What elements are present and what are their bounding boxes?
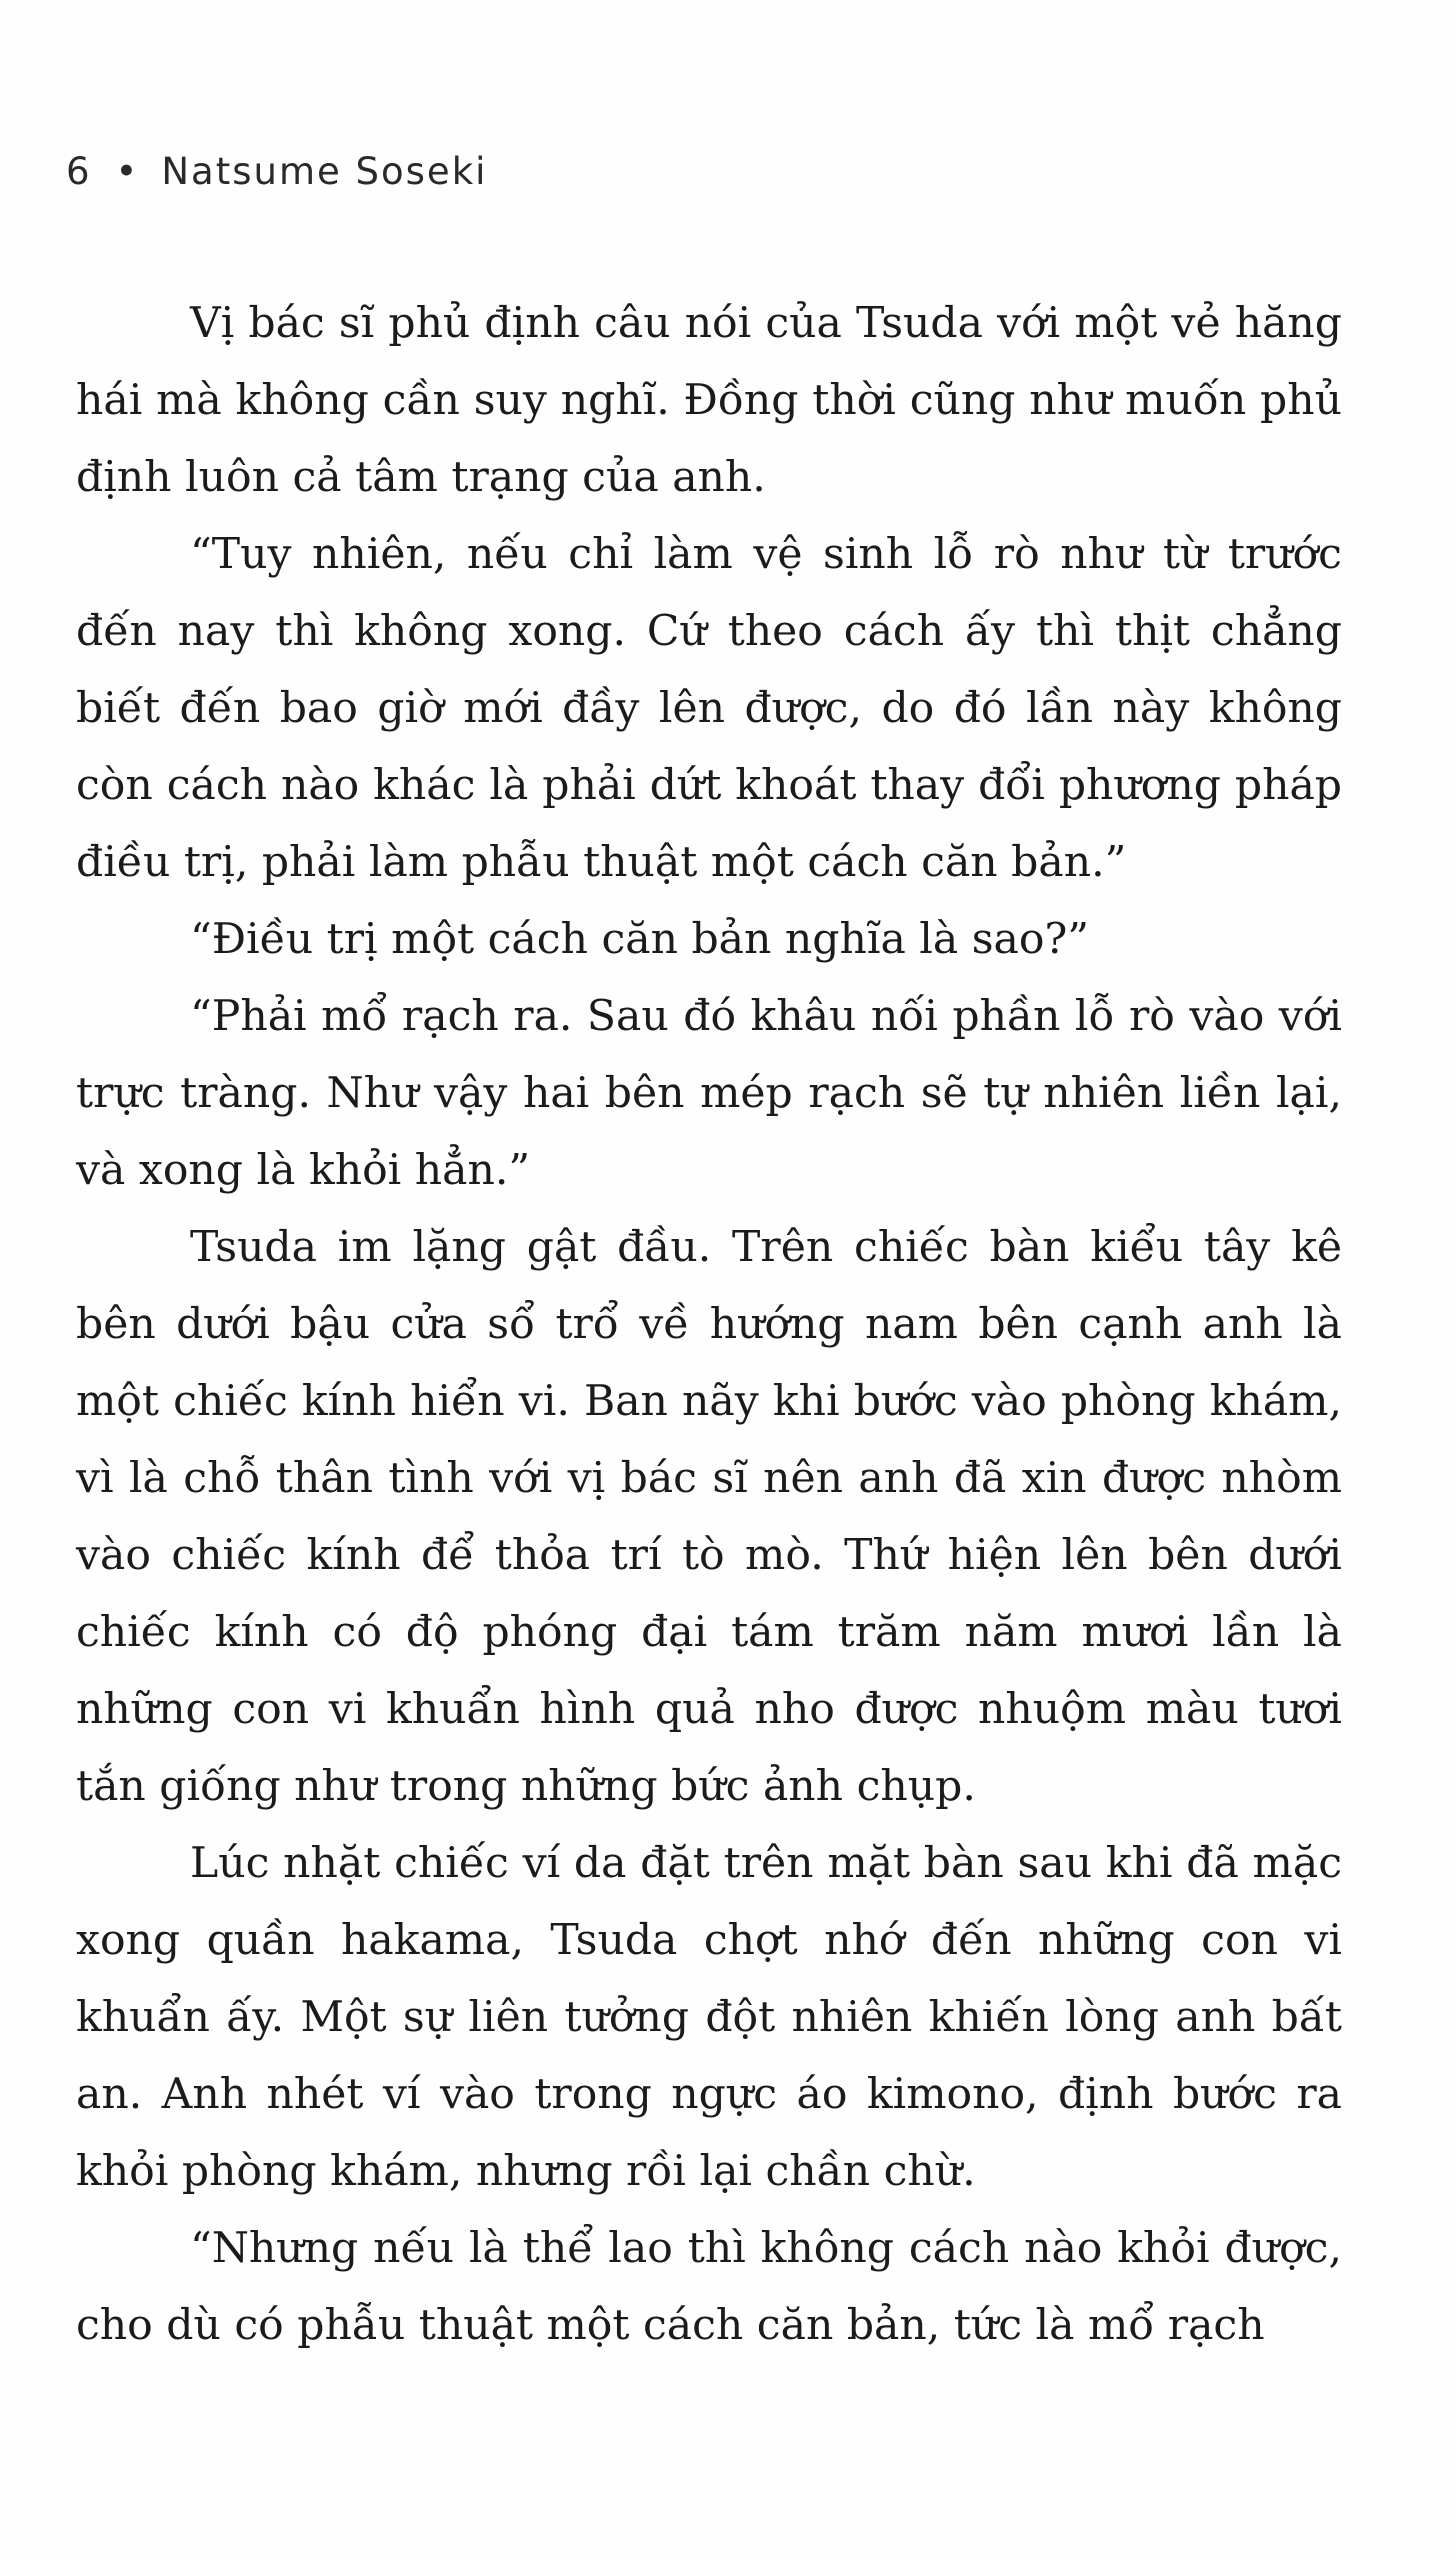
paragraph: “Nhưng nếu là thể lao thì không cách nào khỏi được, cho dù có phẫu thuật một cách căn bản, tức là mổ rạch	[76, 2224, 1342, 2350]
paragraph: Lúc nhặt chiếc ví da đặt trên mặt bàn sau khi đã mặc xong quần hakama, Tsuda chợt nhớ đến những con vi khuẩn ấy. Một sự liên tưởng đột nhiên khiến lòng anh bất an. Anh nhét ví vào trong ngực áo kimono, định bước ra khỏi phòng khám, nhưng rồi lại chần chừ.	[76, 1839, 1342, 2196]
author-name: Natsume Soseki	[161, 150, 488, 193]
header-separator: •	[115, 150, 140, 193]
paragraph: Tsuda im lặng gật đầu. Trên chiếc bàn kiểu tây kê bên dưới bậu cửa sổ trổ về hướng nam bên cạnh anh là một chiếc kính hiển vi. Ban nãy khi bước vào phòng khám, vì là chỗ thân tình với vị bác sĩ nên anh đã xin được nhòm vào chiếc kính để thỏa trí tò mò. Thứ hiện lên bên dưới chiếc kính có độ phóng đại tám trăm năm mươi lần là những con vi khuẩn hình quả nho được nhuộm màu tươi tắn giống như trong những bức ảnh chụp.	[76, 1223, 1342, 1811]
paragraph: “Phải mổ rạch ra. Sau đó khâu nối phần lỗ rò vào với trực tràng. Như vậy hai bên mép rạch sẽ tự nhiên liền lại, và xong là khỏi hẳn.”	[76, 992, 1342, 1195]
paragraph: “Điều trị một cách căn bản nghĩa là sao?”	[190, 915, 1089, 964]
paragraph: “Tuy nhiên, nếu chỉ làm vệ sinh lỗ rò như từ trước đến nay thì không xong. Cứ theo cách ấy thì thịt chẳng biết đến bao giờ mới đầy lên được, do đó lần này không còn cách nào khác là phải dứt khoát thay đổi phương pháp điều trị, phải làm phẫu thuật một cách căn bản.”	[76, 530, 1342, 887]
paragraph: Vị bác sĩ phủ định câu nói của Tsuda với một vẻ hăng hái mà không cần suy nghĩ. Đồng thời cũng như muốn phủ định luôn cả tâm trạng của anh.	[76, 299, 1342, 502]
body-text	[76, 285, 1342, 2364]
page-number: 6	[66, 150, 92, 193]
running-header	[66, 150, 487, 193]
